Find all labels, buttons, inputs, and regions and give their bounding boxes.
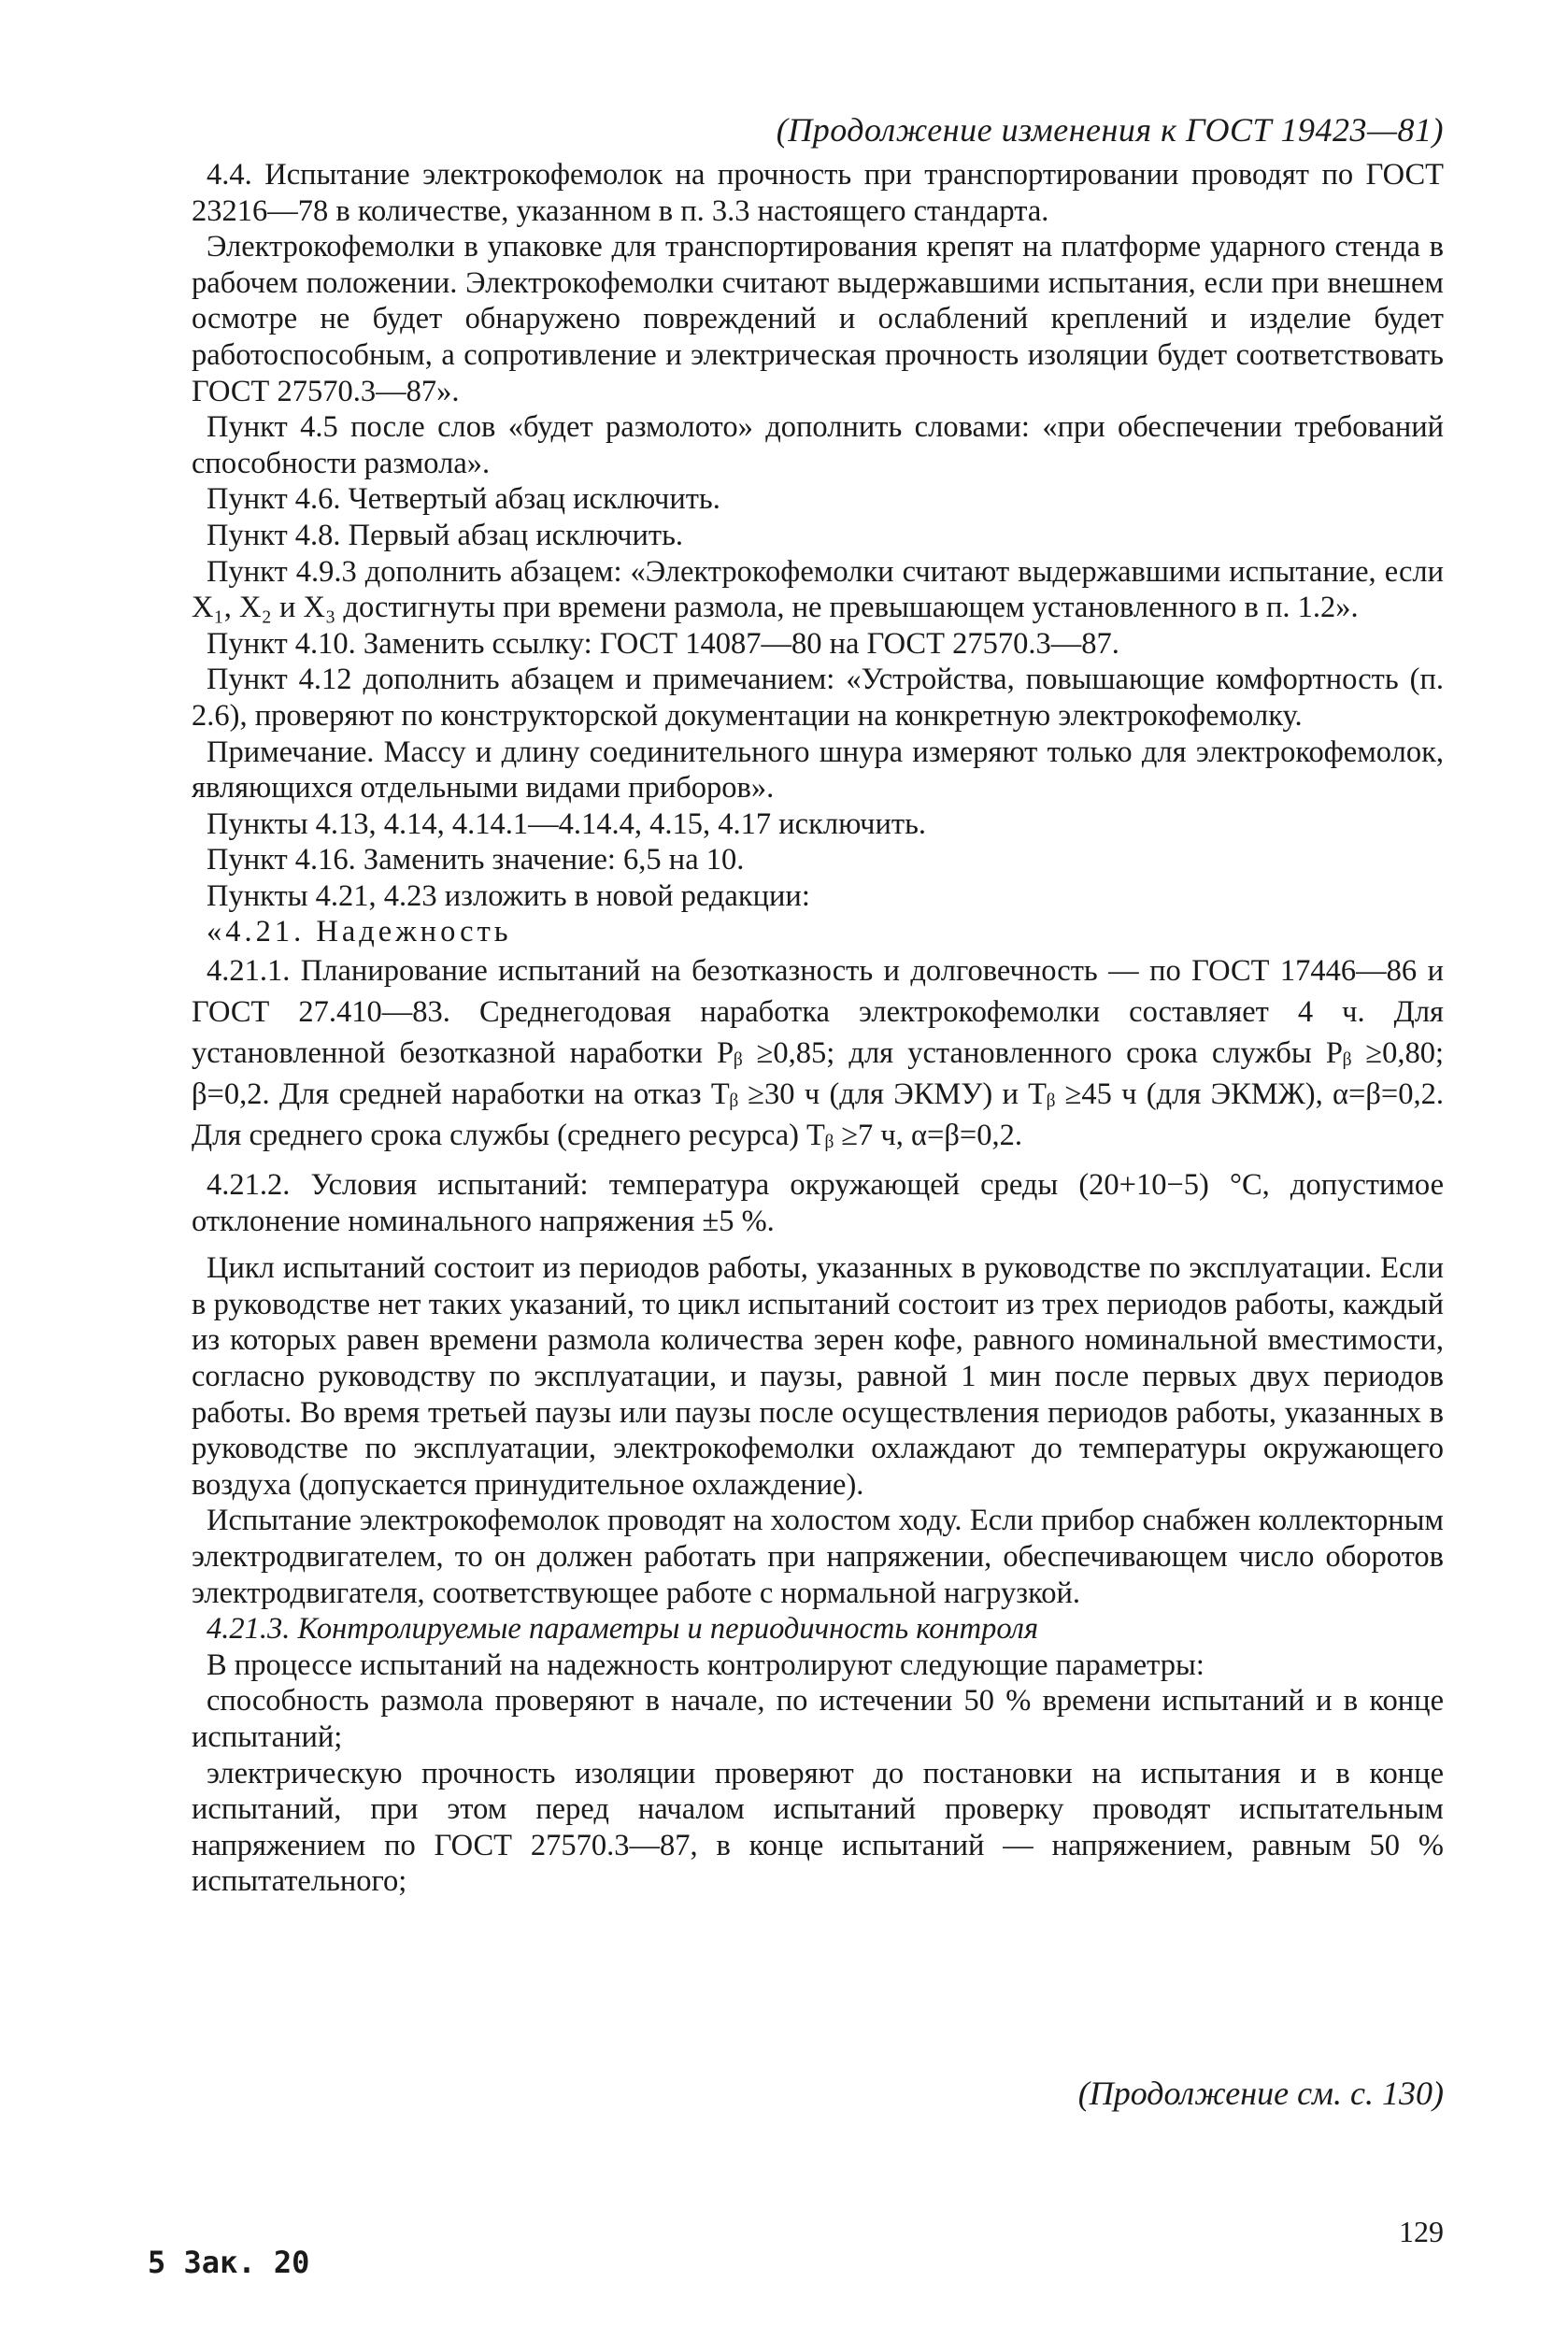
paragraph-4-21-intro: Пункты 4.21, 4.23 изложить в новой редакции: [207, 878, 810, 913]
continuation-footer: (Продолжение см. с. 130) [1077, 2075, 1444, 2112]
order-number: 5 Зак. 20 [148, 2245, 310, 2280]
paragraph-4-9-3: Пункт 4.9.3 дополнить абзацем: «Электрокофемолки считают выдержавшими испытание, если X₁, X₂ и X₃ достигнуты при времени размола, не превышающем установленного в п. 1.2». [192, 554, 1444, 625]
paragraph-note: Примечание. Массу и длину соединительного шнура измеряют только для электрокофемолок, являющихся отдельными видами приборов». [192, 735, 1444, 806]
paragraph-4-5: Пункт 4.5 после слов «будет размолото» дополнить словами: «при обеспечении требований способности размола». [192, 410, 1444, 480]
paragraph-4-10: Пункт 4.10. Заменить ссылку: ГОСТ 14087—80 на ГОСТ 27570.3—87. [207, 626, 1119, 661]
paragraph-4-8: Пункт 4.8. Первый абзац исключить. [207, 518, 684, 552]
page-number: 129 [1399, 2215, 1444, 2248]
paragraph-grinding: способность размола проверяют в начале, по истечении 50 % времени испытаний и в конце испытаний; [192, 1684, 1444, 1754]
paragraph-4-21-3-title: 4.21.3. Контролируемые параметры и периодичность контроля [207, 1612, 1039, 1647]
body-text [192, 157, 1444, 1900]
paragraph-4-6: Пункт 4.6. Четвертый абзац исключить. [207, 482, 720, 517]
paragraph-parameters: В процессе испытаний на надежность контролируют следующие параметры: [207, 1647, 1205, 1682]
paragraph-4-13: Пункты 4.13, 4.14, 4.14.1—4.14.4, 4.15, 4.17 исключить. [207, 806, 927, 841]
paragraph-4-21-2: 4.21.2. Условия испытаний: температура окружающей среды (20+10−5) °С, допустимое отклонение номинального напряжения ±5 %. [192, 1168, 1444, 1238]
paragraph-test-cycle: Цикл испытаний состоит из периодов работы, указанных в руководстве по эксплуатации. Если в руководстве нет таких указаний, то цикл испытаний состоит из трех периодов работы, каждый из которых равен времени размола количества зерен кофе, равного номинальной вместимости, согласно руководству по эксплуатации, и паузы, равной 1 мин после первых двух периодов работы. Во время третьей паузы или паузы после осуществления периодов работы, указанных в руководстве по эксплуатации, электрокофемолки охлаждают до температуры окружающего воздуха (допускается принудительное охлаждение). [192, 1251, 1444, 1502]
paragraph-insulation: электрическую прочность изоляции проверяют до постановки на испытания и в конце испытаний, при этом перед началом испытаний проверку проводят испытательным напряжением по ГОСТ 27570.3—87, в конце испытаний — напряжением, равным 50 % испытательного; [192, 1756, 1444, 1899]
paragraph-4-21-1: 4.21.1. Планирование испытаний на безотказность и долговечность — по ГОСТ 17446—86 и ГОСТ 27.410—83. Среднегодовая наработка электрокофемолки составляет 4 ч. Для установленной безотказной наработки Pᵦ ≥0,85; для установленного срока службы Pᵦ ≥0,80; β=0,2. Для средней наработки на отказ Tᵦ ≥30 ч (для ЭКМУ) и Tᵦ ≥45 ч (для ЭКМЖ), α=β=0,2. Для среднего срока службы (среднего ресурса) Tᵦ ≥7 ч, α=β=0,2. [192, 954, 1444, 1153]
paragraph-mounting: Электрокофемолки в упаковке для транспортирования крепят на платформе ударного стенда в рабочем положении. Электрокофемолки считают выдержавшими испытания, если при внешнем осмотре не будет обнаружено повреждений и ослаблений креплений и изделие будет работоспособным, а сопротивление и электрическая прочность изоляции будет соответствовать ГОСТ 27570.3—87». [192, 230, 1444, 408]
continuation-header: (Продолжение изменения к ГОСТ 19423—81) [776, 111, 1444, 149]
paragraph-4-4: 4.4. Испытание электрокофемолок на прочность при транспортировании проводят по ГОСТ 23216—78 в количестве, указанном в п. 3.3 настоящего стандарта. [192, 158, 1444, 228]
paragraph-4-12: Пункт 4.12 дополнить абзацем и примечанием: «Устройства, повышающие комфортность (п. 2.6), проверяют по конструкторской документации на конкретную электрокофемолку. [192, 663, 1444, 733]
paragraph-idle-test: Испытание электрокофемолок проводят на холостом ходу. Если прибор снабжен коллекторным электродвигателем, то он должен работать при напряжении, обеспечивающем число оборотов электродвигателя, соответствующее работе с нормальной нагрузкой. [192, 1504, 1444, 1610]
section-reliability-title: «4.21. Надежность [207, 915, 512, 949]
paragraph-4-16: Пункт 4.16. Заменить значение: 6,5 на 10. [207, 843, 745, 877]
